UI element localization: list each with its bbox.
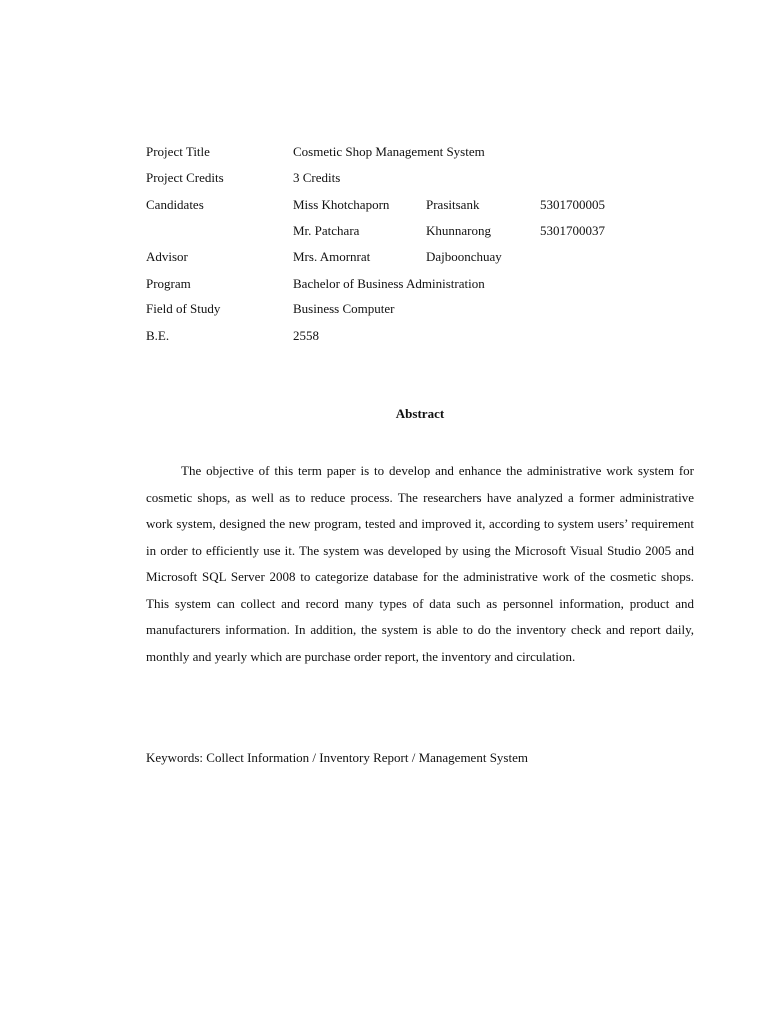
- advisor-first-name: Mrs. Amornrat: [293, 249, 371, 264]
- abstract-text: The objective of this term paper is to develop and enhance the administrative work system for cosmetic shops, as well as to reduce process. The researchers have analyzed a former administrative work system, designed the new program, tested and improved it, according to system users’ requirement in order to efficiently use it. The system was developed by using the Microsoft Visual Studio 2005 and Microsoft SQL Server 2008 to categorize database for the administrative work of the cosmetic shops. This system can collect and record many types of data such as personnel information, product and manufacturers information. In addition, the system is able to do the inventory check and report daily, monthly and yearly which are purchase order report, the inventory and circulation.: [146, 463, 694, 664]
- program-value: Bachelor of Business Administration: [293, 276, 485, 291]
- advisor-last-name: Dajboonchuay: [426, 249, 502, 264]
- keywords-line: Keywords: Collect Information / Inventory Report / Management System: [146, 750, 528, 765]
- project-credits-label: Project Credits: [146, 170, 224, 185]
- be-value: 2558: [293, 328, 319, 343]
- project-credits-value: 3 Credits: [293, 170, 341, 185]
- be-label: B.E.: [146, 328, 170, 343]
- advisor-label: Advisor: [146, 249, 188, 264]
- candidate-id: 5301700037: [540, 223, 605, 238]
- abstract-paragraph: [146, 458, 694, 670]
- candidate-last-name: Khunnarong: [426, 223, 491, 238]
- program-label: Program: [146, 276, 191, 291]
- project-title-value: Cosmetic Shop Management System: [293, 144, 485, 159]
- abstract-heading: Abstract: [395, 406, 445, 421]
- field-of-study-value: Business Computer: [293, 301, 395, 316]
- project-title-label: Project Title: [146, 144, 210, 159]
- candidate-id: 5301700005: [540, 197, 605, 212]
- candidate-first-name: Mr. Patchara: [293, 223, 360, 238]
- candidate-first-name: Miss Khotchaporn: [293, 197, 390, 212]
- field-of-study-label: Field of Study: [146, 301, 221, 316]
- candidate-last-name: Prasitsank: [426, 197, 480, 212]
- candidates-label: Candidates: [146, 197, 204, 212]
